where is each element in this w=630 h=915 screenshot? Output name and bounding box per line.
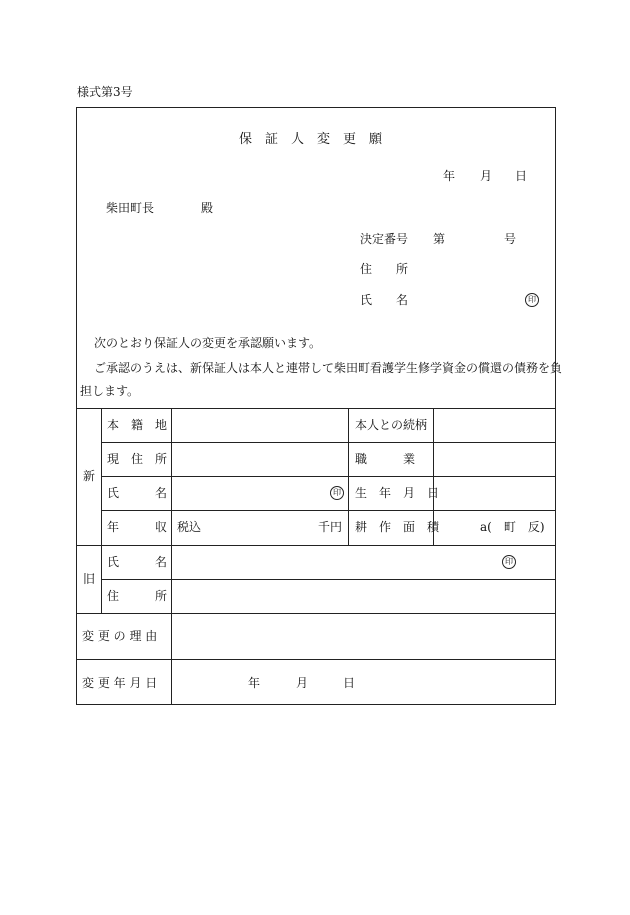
farm-area-label: 耕 作 面 積 — [355, 520, 440, 534]
grid-line — [348, 408, 349, 545]
grid-line — [76, 545, 556, 546]
honseki-label: 本 籍 地 — [107, 418, 168, 432]
thousand-yen-unit: 千円 — [318, 520, 343, 534]
form-number: 様式第3号 — [77, 85, 133, 99]
birth-date-label: 生 年 月 日 — [355, 486, 440, 500]
grid-line — [101, 510, 556, 511]
old-section-label: 旧 — [83, 572, 96, 586]
area-unit: a( 町 反) — [480, 520, 545, 534]
addressee-honorific: 殿 — [201, 201, 214, 215]
genjusho-label: 現 住 所 — [107, 452, 168, 466]
new-section-label: 新 — [83, 469, 96, 483]
change-year: 年 — [248, 676, 261, 690]
grid-line — [171, 408, 172, 705]
form-frame — [76, 107, 556, 705]
decision-go: 号 — [504, 232, 517, 246]
grid-line — [76, 613, 556, 614]
reason-label: 変 更 の 理 由 — [82, 629, 158, 643]
date-year: 年 — [443, 169, 456, 183]
new-seal-icon: 印 — [330, 485, 344, 500]
applicant-address-label: 住 所 — [360, 262, 409, 276]
decision-number-label: 決定番号 — [360, 232, 409, 246]
tax-included-label: 税込 — [177, 520, 202, 534]
change-day: 日 — [343, 676, 356, 690]
body-line-2: ご承認のうえは、新保証人は本人と連帯して柴田町看護学生修学資金の償還の債務を負 — [94, 361, 563, 375]
change-date-label: 変 更 年 月 日 — [82, 676, 158, 690]
applicant-seal-icon: 印 — [525, 292, 539, 307]
relationship-label: 本人との続柄 — [355, 418, 428, 432]
change-month: 月 — [296, 676, 309, 690]
occupation-label: 職 業 — [355, 452, 416, 466]
date-day: 日 — [515, 169, 528, 183]
old-address-label: 住 所 — [107, 589, 168, 603]
body-line-1: 次のとおり保証人の変更を承認願います。 — [94, 336, 322, 350]
form-title: 保 証 人 変 更 願 — [239, 132, 383, 147]
old-name-label: 氏 名 — [107, 555, 168, 569]
grid-line — [76, 659, 556, 660]
body-line-3: 担します。 — [80, 384, 140, 398]
grid-line — [101, 442, 556, 443]
decision-dai: 第 — [433, 232, 446, 246]
grid-line — [76, 408, 556, 409]
new-name-label: 氏 名 — [107, 486, 168, 500]
grid-line — [101, 579, 556, 580]
applicant-name-label: 氏 名 — [360, 293, 409, 307]
old-seal-icon: 印 — [502, 554, 516, 569]
addressee-name: 柴田町長 — [106, 201, 155, 215]
income-label: 年 収 — [107, 520, 168, 534]
date-month: 月 — [480, 169, 493, 183]
grid-line — [101, 476, 556, 477]
grid-line — [101, 408, 102, 613]
